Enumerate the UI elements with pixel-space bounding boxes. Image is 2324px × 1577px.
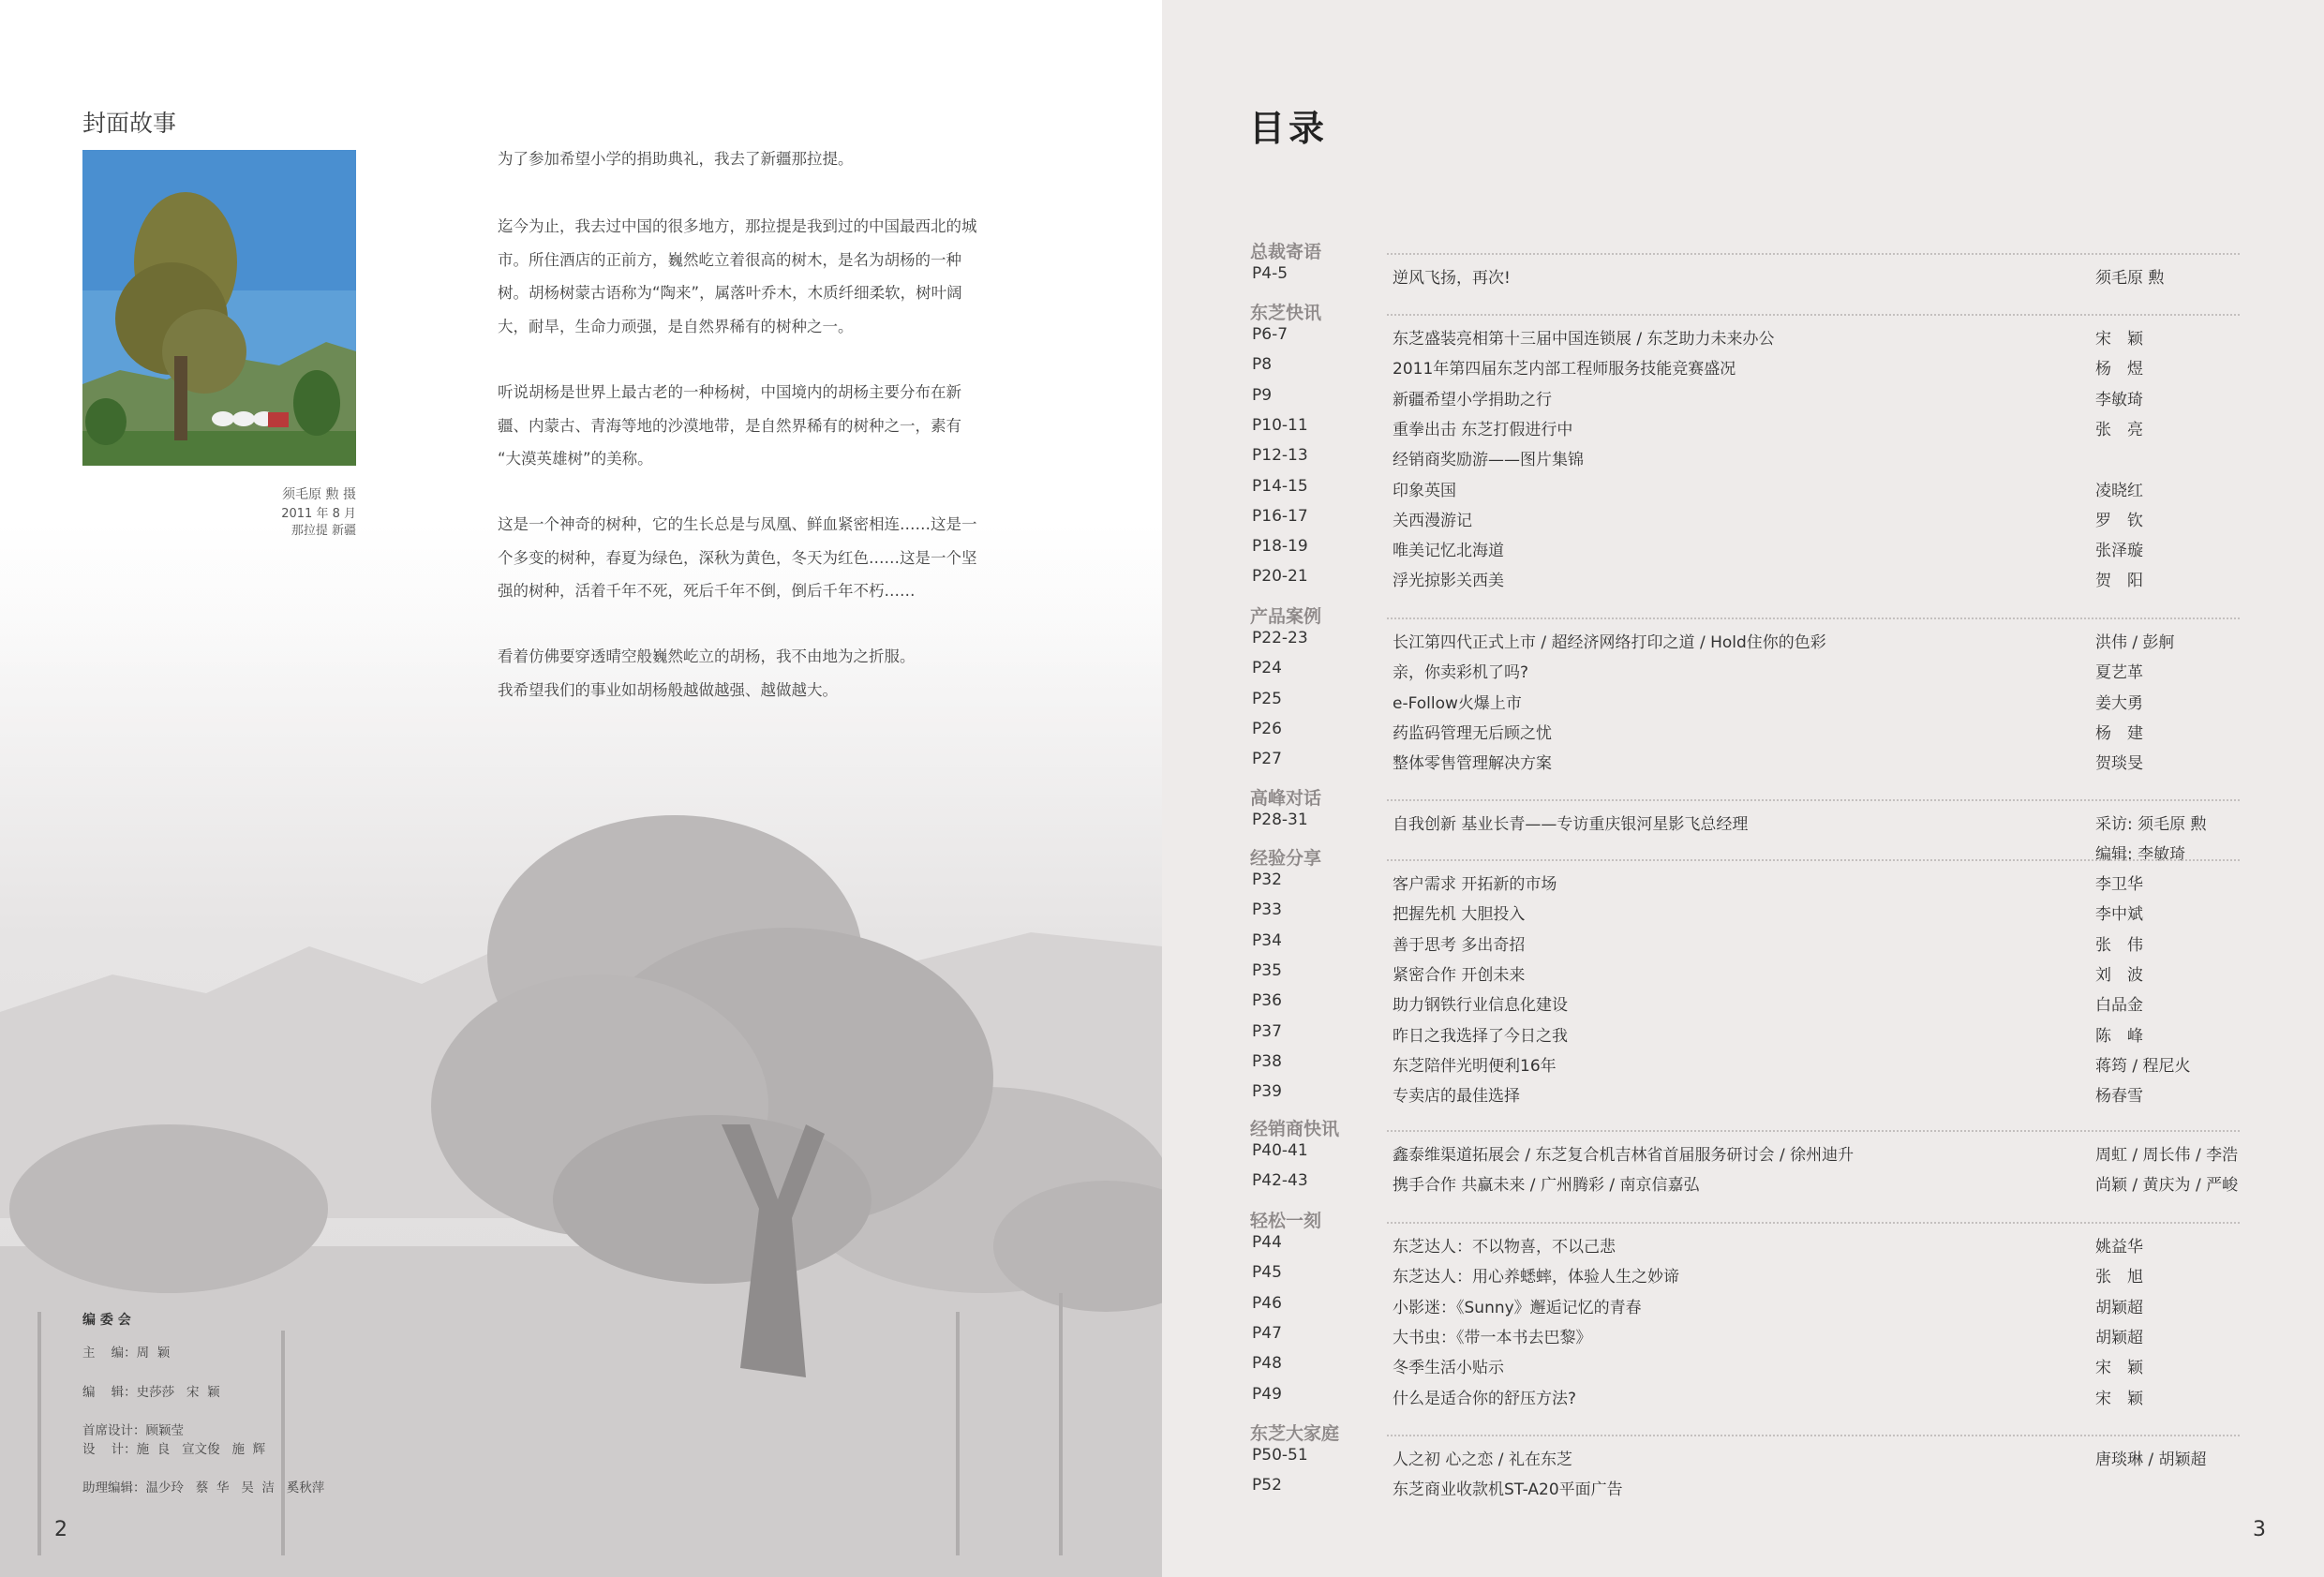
toc-entry-page: P48 (1252, 1354, 1282, 1374)
toc-entry[interactable] (1252, 567, 2245, 595)
photo-date: 2011 年 8 月 (281, 507, 356, 521)
toc-entry-page: P20-21 (1252, 567, 1308, 587)
toc-entry-author: 张 旭 (2095, 1268, 2143, 1287)
toc-section-divider (1387, 799, 2240, 801)
story-line: 为了参加希望小学的捐助典礼，我去了新疆那拉提。 (498, 150, 854, 168)
toc-entry-title: 东芝达人：不以物喜，不以己悲 (1393, 1238, 1616, 1257)
toc-entry[interactable] (1252, 1324, 2245, 1352)
toc-entry-title: 善于思考 多出奇招 (1393, 935, 1526, 955)
story-line: 强的树种，活着千年不死，死后千年不倒，倒后千年不朽…… (498, 582, 916, 600)
story-line: 树。胡杨树蒙古语称为“陶来”，属落叶乔木，木质纤细柔软，树叶阔 (498, 284, 962, 302)
toc-entry-title: 新疆希望小学捐助之行 (1393, 390, 1552, 409)
toc-entry-title: 东芝达人：用心养蟋蟀，体验人生之妙谛 (1393, 1268, 1679, 1287)
toc-entry-title: 客户需求 开拓新的市场 (1393, 875, 1557, 894)
toc-entry-author: 夏艺革 (2095, 663, 2143, 683)
toc-entry-page: P6-7 (1252, 325, 1289, 344)
toc-entry[interactable] (1252, 264, 2245, 292)
story-line: 看着仿佛要穿透晴空般巍然屹立的胡杨，我不由地为之折服。 (498, 647, 916, 665)
toc-entry-page: P16-17 (1252, 506, 1308, 526)
toc-entry-title: 专卖店的最佳选择 (1393, 1087, 1520, 1107)
toc-entry-author: 杨 煜 (2095, 360, 2143, 379)
toc-entry-author: 宋 颖 (2095, 1359, 2143, 1378)
story-line: 大，耐旱，生命力顽强，是自然界稀有的树种之一。 (498, 317, 854, 335)
toc-entry-page: P37 (1252, 1021, 1282, 1041)
cover-photo-poplar-tree (82, 150, 356, 466)
toc-entry-author: 编辑: 李敏琦 (2095, 845, 2186, 865)
toc-entry[interactable] (1252, 1476, 2245, 1504)
toc-entry-page: P14-15 (1252, 476, 1308, 496)
toc-entry-title: 携手合作 共赢未来 / 广州腾彩 / 南京信嘉弘 (1393, 1176, 1700, 1196)
toc-section-heading: 总裁寄语 (1250, 242, 1322, 262)
toc-entry-author: 白品金 (2095, 996, 2143, 1016)
toc-entry[interactable] (1252, 1141, 2245, 1169)
toc-section-divider (1387, 1130, 2240, 1132)
toc-entry-page: P35 (1252, 960, 1282, 980)
toc-entry-title: 药监码管理无后顾之忧 (1393, 723, 1552, 743)
toc-entry-page: P9 (1252, 385, 1273, 405)
toc-entry-author: 凌晓红 (2095, 481, 2143, 500)
toc-entry-page: P46 (1252, 1293, 1282, 1313)
toc-entry[interactable] (1252, 629, 2245, 657)
toc-section-divider (1387, 253, 2240, 255)
toc-entry-title: 东芝陪伴光明便利16年 (1393, 1056, 1557, 1076)
editorial-board-line: 助理编辑：温少玲 蔡 华 吴 洁 奚秋萍 (82, 1480, 325, 1495)
toc-entry-page: P40-41 (1252, 1141, 1308, 1160)
toc-title: 目录 (1249, 108, 1329, 149)
toc-entry-page: P26 (1252, 719, 1282, 738)
story-line: 听说胡杨是世界上最古老的一种杨树，中国境内的胡杨主要分布在新 (498, 383, 961, 401)
toc-entry[interactable] (1252, 720, 2245, 748)
story-line: 市。所住酒店的正前方，巍然屹立着很高的树木，是名为胡杨的一种 (498, 250, 961, 269)
toc-entry-page: P49 (1252, 1384, 1282, 1404)
toc-entry-author: 罗 钦 (2095, 511, 2143, 530)
toc-entry-title: 紧密合作 开创未来 (1393, 965, 1526, 985)
toc-entry[interactable] (1252, 1294, 2245, 1322)
toc-entry-page: P33 (1252, 900, 1282, 920)
toc-entry-author: 李敏琦 (2095, 390, 2143, 409)
cover-story-title: 封面故事 (82, 110, 177, 137)
toc-entry[interactable] (1252, 931, 2245, 960)
toc-entry-page: P18-19 (1252, 537, 1308, 557)
toc-entry[interactable] (1252, 1263, 2245, 1291)
story-line: 个多变的树种，春夏为绿色，深秋为黄色，冬天为红色……这是一个坚 (498, 548, 977, 567)
toc-entry-author: 张 亮 (2095, 420, 2143, 439)
toc-entry-title: 鑫泰维渠道拓展会 / 东芝复合机吉林省首届服务研讨会 / 徐州迪升 (1393, 1146, 1855, 1165)
toc-entry-title: 东芝盛装亮相第十三届中国连锁展 / 东芝助力未来办公 (1393, 330, 1775, 349)
toc-entry-author: 杨 建 (2095, 723, 2143, 743)
toc-entry[interactable] (1252, 659, 2245, 687)
toc-entry-author: 贺琰旻 (2095, 754, 2143, 774)
toc-entry-page: P52 (1252, 1476, 1282, 1495)
toc-entry[interactable] (1252, 416, 2245, 444)
toc-entry[interactable] (1252, 841, 2245, 869)
toc-entry-author: 陈 峰 (2095, 1026, 2143, 1046)
toc-entry-page: P28-31 (1252, 811, 1308, 829)
toc-entry-title: 冬季生活小贴示 (1393, 1359, 1504, 1378)
editorial-board-line: 首席设计：顾颖莹 (82, 1423, 184, 1438)
toc-entry[interactable] (1252, 1354, 2245, 1382)
editorial-board-line: 编 辑：史莎莎 宋 颖 (82, 1385, 220, 1400)
toc-entry-page: P47 (1252, 1323, 1282, 1343)
toc-section-heading: 经销商快讯 (1250, 1119, 1340, 1139)
story-line: 疆、内蒙古、青海等地的沙漠地带，是自然界稀有的树种之一，素有 (498, 416, 961, 435)
toc-section-divider (1387, 314, 2240, 316)
toc-entry-page: P38 (1252, 1051, 1282, 1071)
toc-entry-page: P27 (1252, 750, 1282, 769)
toc-entry-title: 自我创新 基业长青——专访重庆银河星影飞总经理 (1393, 815, 1749, 834)
toc-entry-author: 周虹 / 周长伟 / 李浩 (2095, 1146, 2239, 1165)
photo-credit: 须毛原 勲 摄 (282, 487, 356, 502)
toc-entry-title: 唯美记忆北海道 (1393, 542, 1504, 561)
toc-entry-author: 姚益华 (2095, 1238, 2143, 1257)
toc-entry[interactable] (1252, 325, 2245, 353)
toc-entry-title: 2011年第四届东芝内部工程师服务技能竞赛盛况 (1393, 360, 1736, 379)
toc-entry[interactable] (1252, 477, 2245, 505)
toc-section-divider (1387, 617, 2240, 619)
toc-entry-author: 唐琰琳 / 胡颖超 (2095, 1451, 2207, 1469)
toc-entry-title: 重拳出击 东芝打假进行中 (1393, 420, 1573, 439)
toc-section-divider (1387, 859, 2240, 861)
toc-entry[interactable] (1252, 991, 2245, 1019)
page-number-right: 3 (2253, 1518, 2266, 1541)
editorial-board-line: 主 编：周 颖 (82, 1346, 171, 1361)
toc-entry-title: 亲，你卖彩机了吗? (1393, 663, 1529, 683)
toc-section-heading: 产品案例 (1250, 606, 1322, 627)
toc-entry[interactable] (1252, 355, 2245, 383)
page-number-left: 2 (54, 1518, 67, 1541)
toc-entry-page: P34 (1252, 930, 1282, 950)
toc-entry-author: 胡颖超 (2095, 1298, 2143, 1317)
toc-entry[interactable] (1252, 961, 2245, 989)
toc-entry-page: P4-5 (1252, 264, 1289, 283)
toc-section-heading: 东芝快讯 (1250, 303, 1322, 323)
toc-entry-title: 逆风飞扬，再次! (1393, 269, 1511, 288)
toc-section-divider (1387, 1222, 2240, 1224)
toc-section-divider (1387, 1435, 2240, 1436)
toc-entry-title: 大书虫：《带一本书去巴黎》 (1393, 1328, 1592, 1347)
toc-entry-page: P42-43 (1252, 1171, 1308, 1191)
toc-entry-title: 浮光掠影关西美 (1393, 572, 1504, 591)
story-paragraph-5 (498, 640, 1022, 707)
toc-entry-author: 尚颖 / 黄庆为 / 严峻 (2095, 1176, 2239, 1196)
toc-entry[interactable] (1252, 811, 2245, 839)
toc-entry-page: P32 (1252, 870, 1282, 889)
toc-entry-author: 须毛原 勲 (2095, 269, 2165, 288)
photo-location: 那拉提 新疆 (290, 524, 356, 538)
toc-entry-title: 长江第四代正式上市 / 超经济网络打印之道 / Hold住你的色彩 (1393, 633, 1826, 652)
story-paragraph-4 (498, 508, 1022, 608)
toc-entry[interactable] (1252, 750, 2245, 778)
toc-entry-title: 什么是适合你的舒压方法? (1393, 1389, 1577, 1408)
toc-entry[interactable] (1252, 1082, 2245, 1110)
toc-section-heading: 轻松一刻 (1250, 1211, 1322, 1231)
toc-entry-page: P25 (1252, 689, 1282, 708)
toc-entry-title: 小影迷：《Sunny》邂逅记忆的青春 (1393, 1298, 1642, 1317)
toc-entry-author: 贺 阳 (2095, 572, 2143, 591)
toc-entry-page: P10-11 (1252, 415, 1308, 435)
editorial-board-title: 编 委 会 (82, 1313, 131, 1328)
toc-entry-page: P36 (1252, 991, 1282, 1011)
toc-entry[interactable] (1252, 537, 2245, 565)
toc-section-heading: 东芝大家庭 (1250, 1423, 1340, 1444)
toc-entry-page: P44 (1252, 1233, 1282, 1252)
toc-entry-author: 李中斌 (2095, 905, 2143, 925)
toc-entry-title: 人之初 心之恋 / 礼在东芝 (1393, 1451, 1572, 1469)
story-line: “大漠英雄树”的美称。 (498, 450, 653, 468)
toc-entry[interactable] (1252, 507, 2245, 535)
toc-entry[interactable] (1252, 900, 2245, 929)
toc-entry-title: 关西漫游记 (1393, 511, 1472, 530)
toc-entry-author: 张 伟 (2095, 935, 2143, 955)
toc-entry-author: 宋 颖 (2095, 1389, 2143, 1408)
toc-entry-page: P22-23 (1252, 629, 1308, 647)
editorial-board-line: 设 计：施 良 宣文俊 施 辉 (82, 1442, 266, 1457)
toc-entry-author: 姜大勇 (2095, 693, 2143, 713)
toc-entry[interactable] (1252, 1171, 2245, 1199)
story-line: 我希望我们的事业如胡杨般越做越强、越做越大。 (498, 680, 838, 699)
story-paragraph-2 (498, 210, 1022, 343)
toc-entry-author: 采访: 须毛原 勲 (2095, 815, 2207, 834)
toc-entry-page: P45 (1252, 1263, 1282, 1283)
toc-entry[interactable] (1252, 446, 2245, 474)
story-line: 这是一个神奇的树种，它的生长总是与凤凰、鲜血紧密相连……这是一 (498, 515, 977, 533)
toc-entry-title: 把握先机 大胆投入 (1393, 905, 1526, 925)
toc-entry-author: 张泽璇 (2095, 542, 2143, 561)
toc-entry[interactable] (1252, 1052, 2245, 1080)
toc-entry[interactable] (1252, 1385, 2245, 1413)
toc-entry-page: P12-13 (1252, 446, 1308, 466)
toc-entry[interactable] (1252, 1233, 2245, 1261)
toc-entry-author: 刘 波 (2095, 965, 2143, 985)
toc-entry[interactable] (1252, 386, 2245, 414)
toc-entry-page: P50-51 (1252, 1446, 1308, 1465)
story-paragraph-3 (498, 376, 1022, 476)
toc-entry-title: 经销商奖励游——图片集锦 (1393, 451, 1584, 470)
toc-entry-title: e-Follow火爆上市 (1393, 693, 1522, 713)
toc-entry-author: 宋 颖 (2095, 330, 2143, 349)
toc-entry[interactable] (1252, 690, 2245, 718)
toc-entry-author: 蒋筠 / 程尼火 (2095, 1056, 2191, 1076)
toc-entry[interactable] (1252, 1022, 2245, 1050)
toc-entry-author: 胡颖超 (2095, 1328, 2143, 1347)
toc-entry-title: 东芝商业收款机ST-A20平面广告 (1393, 1480, 1623, 1500)
toc-entry-author: 杨春雪 (2095, 1087, 2143, 1107)
toc-entry-title: 昨日之我选择了今日之我 (1393, 1026, 1568, 1046)
story-line: 迄今为止，我去过中国的很多地方，那拉提是我到过的中国最西北的城 (498, 217, 977, 235)
toc-entry-page: P24 (1252, 659, 1282, 678)
toc-entry-title: 整体零售管理解决方案 (1393, 754, 1552, 774)
toc-entry[interactable] (1252, 1446, 2245, 1474)
toc-entry-author: 洪伟 / 彭舸 (2095, 633, 2175, 652)
story-paragraph-1 (498, 142, 1022, 176)
toc-section-heading: 经验分享 (1250, 848, 1322, 869)
toc-entry-author: 李卫华 (2095, 875, 2143, 894)
toc-entry-page: P8 (1252, 355, 1273, 375)
toc-entry[interactable] (1252, 870, 2245, 899)
toc-entry-title: 印象英国 (1393, 481, 1456, 500)
toc-section-heading: 高峰对话 (1250, 788, 1322, 809)
toc-entry-page: P39 (1252, 1082, 1282, 1102)
toc-entry-title: 助力钢铁行业信息化建设 (1393, 996, 1568, 1016)
